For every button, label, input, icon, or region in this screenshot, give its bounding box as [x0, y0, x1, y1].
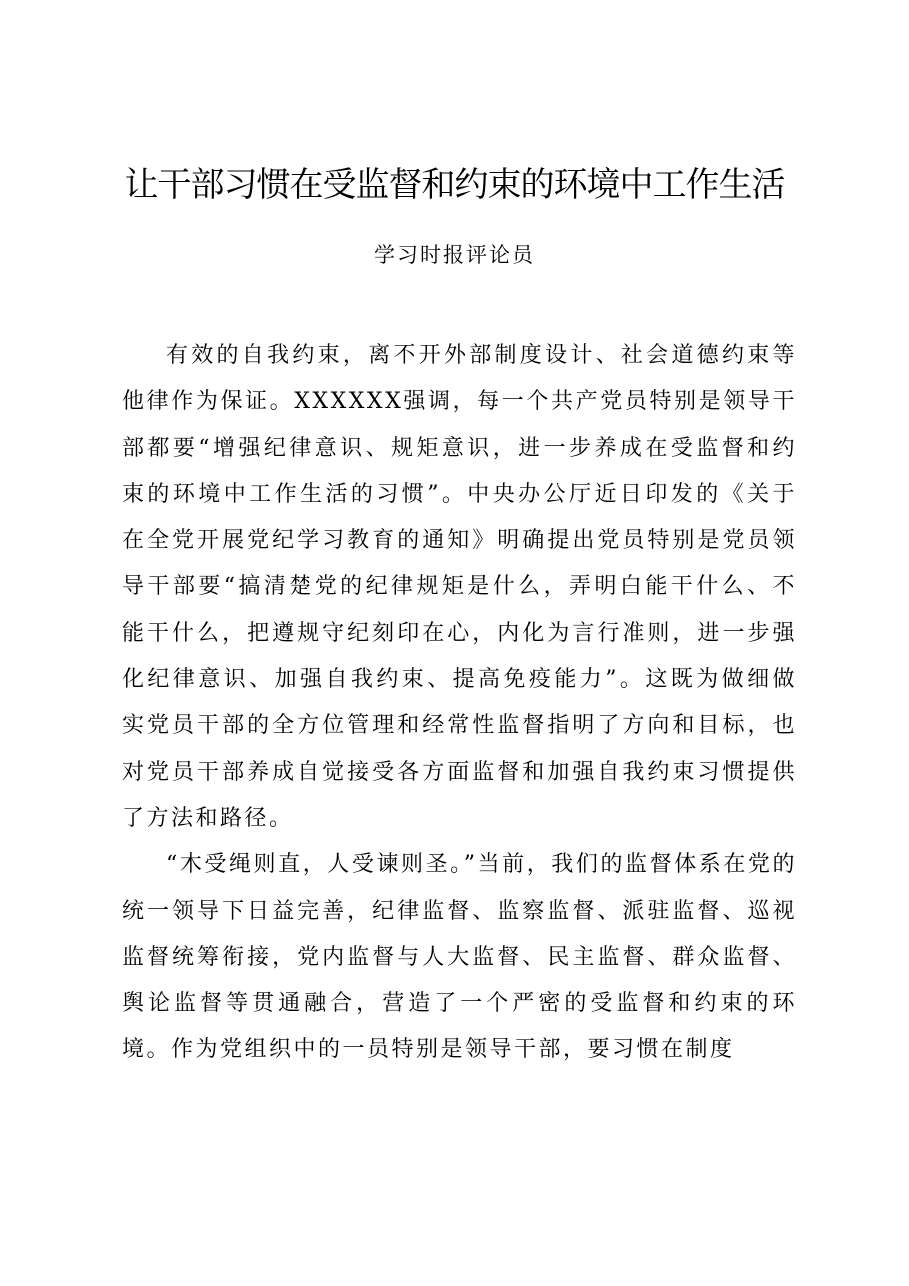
document-title: 让干部习惯在受监督和约束的环境中工作生活 — [124, 165, 785, 205]
document-body — [122, 333, 797, 1074]
document-author: 学习时报评论员 — [374, 243, 535, 267]
paragraph-1: 有效的自我约束，离不开外部制度设计、社会道德约束等他律作为保证。XXXXXX强调，每一个共产党员特别是领导干部都要“增强纪律意识、规矩意识，进一步养成在受监督和约束的环境中工作生活的习惯”。中央办公厅近日印发的《关于在全党开展党纪学习教育的通知》明确提出党员特别是党员领导干部要“搞清楚党的纪律规矩是什么，弄明白能干什么、不能干什么，把遵规守纪刻印在心，内化为言行准则，进一步强化纪律意识、加强自我约束、提高免疫能力”。这既为做细做实党员干部的全方位管理和经常性监督指明了方向和目标，也对党员干部养成自觉接受各方面监督和加强自我约束习惯提供了方法和路径。 — [122, 343, 797, 831]
paragraph-2: “木受绳则直，人受谏则圣。”当前，我们的监督体系在党的统一领导下日益完善，纪律监督、监察监督、派驻监督、巡视监督统筹衔接，党内监督与人大监督、民主监督、群众监督、舆论监督等贯通融合，营造了一个严密的受监督和约束的环境。作为党组织中的一员特别是领导干部，要习惯在制度 — [122, 852, 797, 1063]
